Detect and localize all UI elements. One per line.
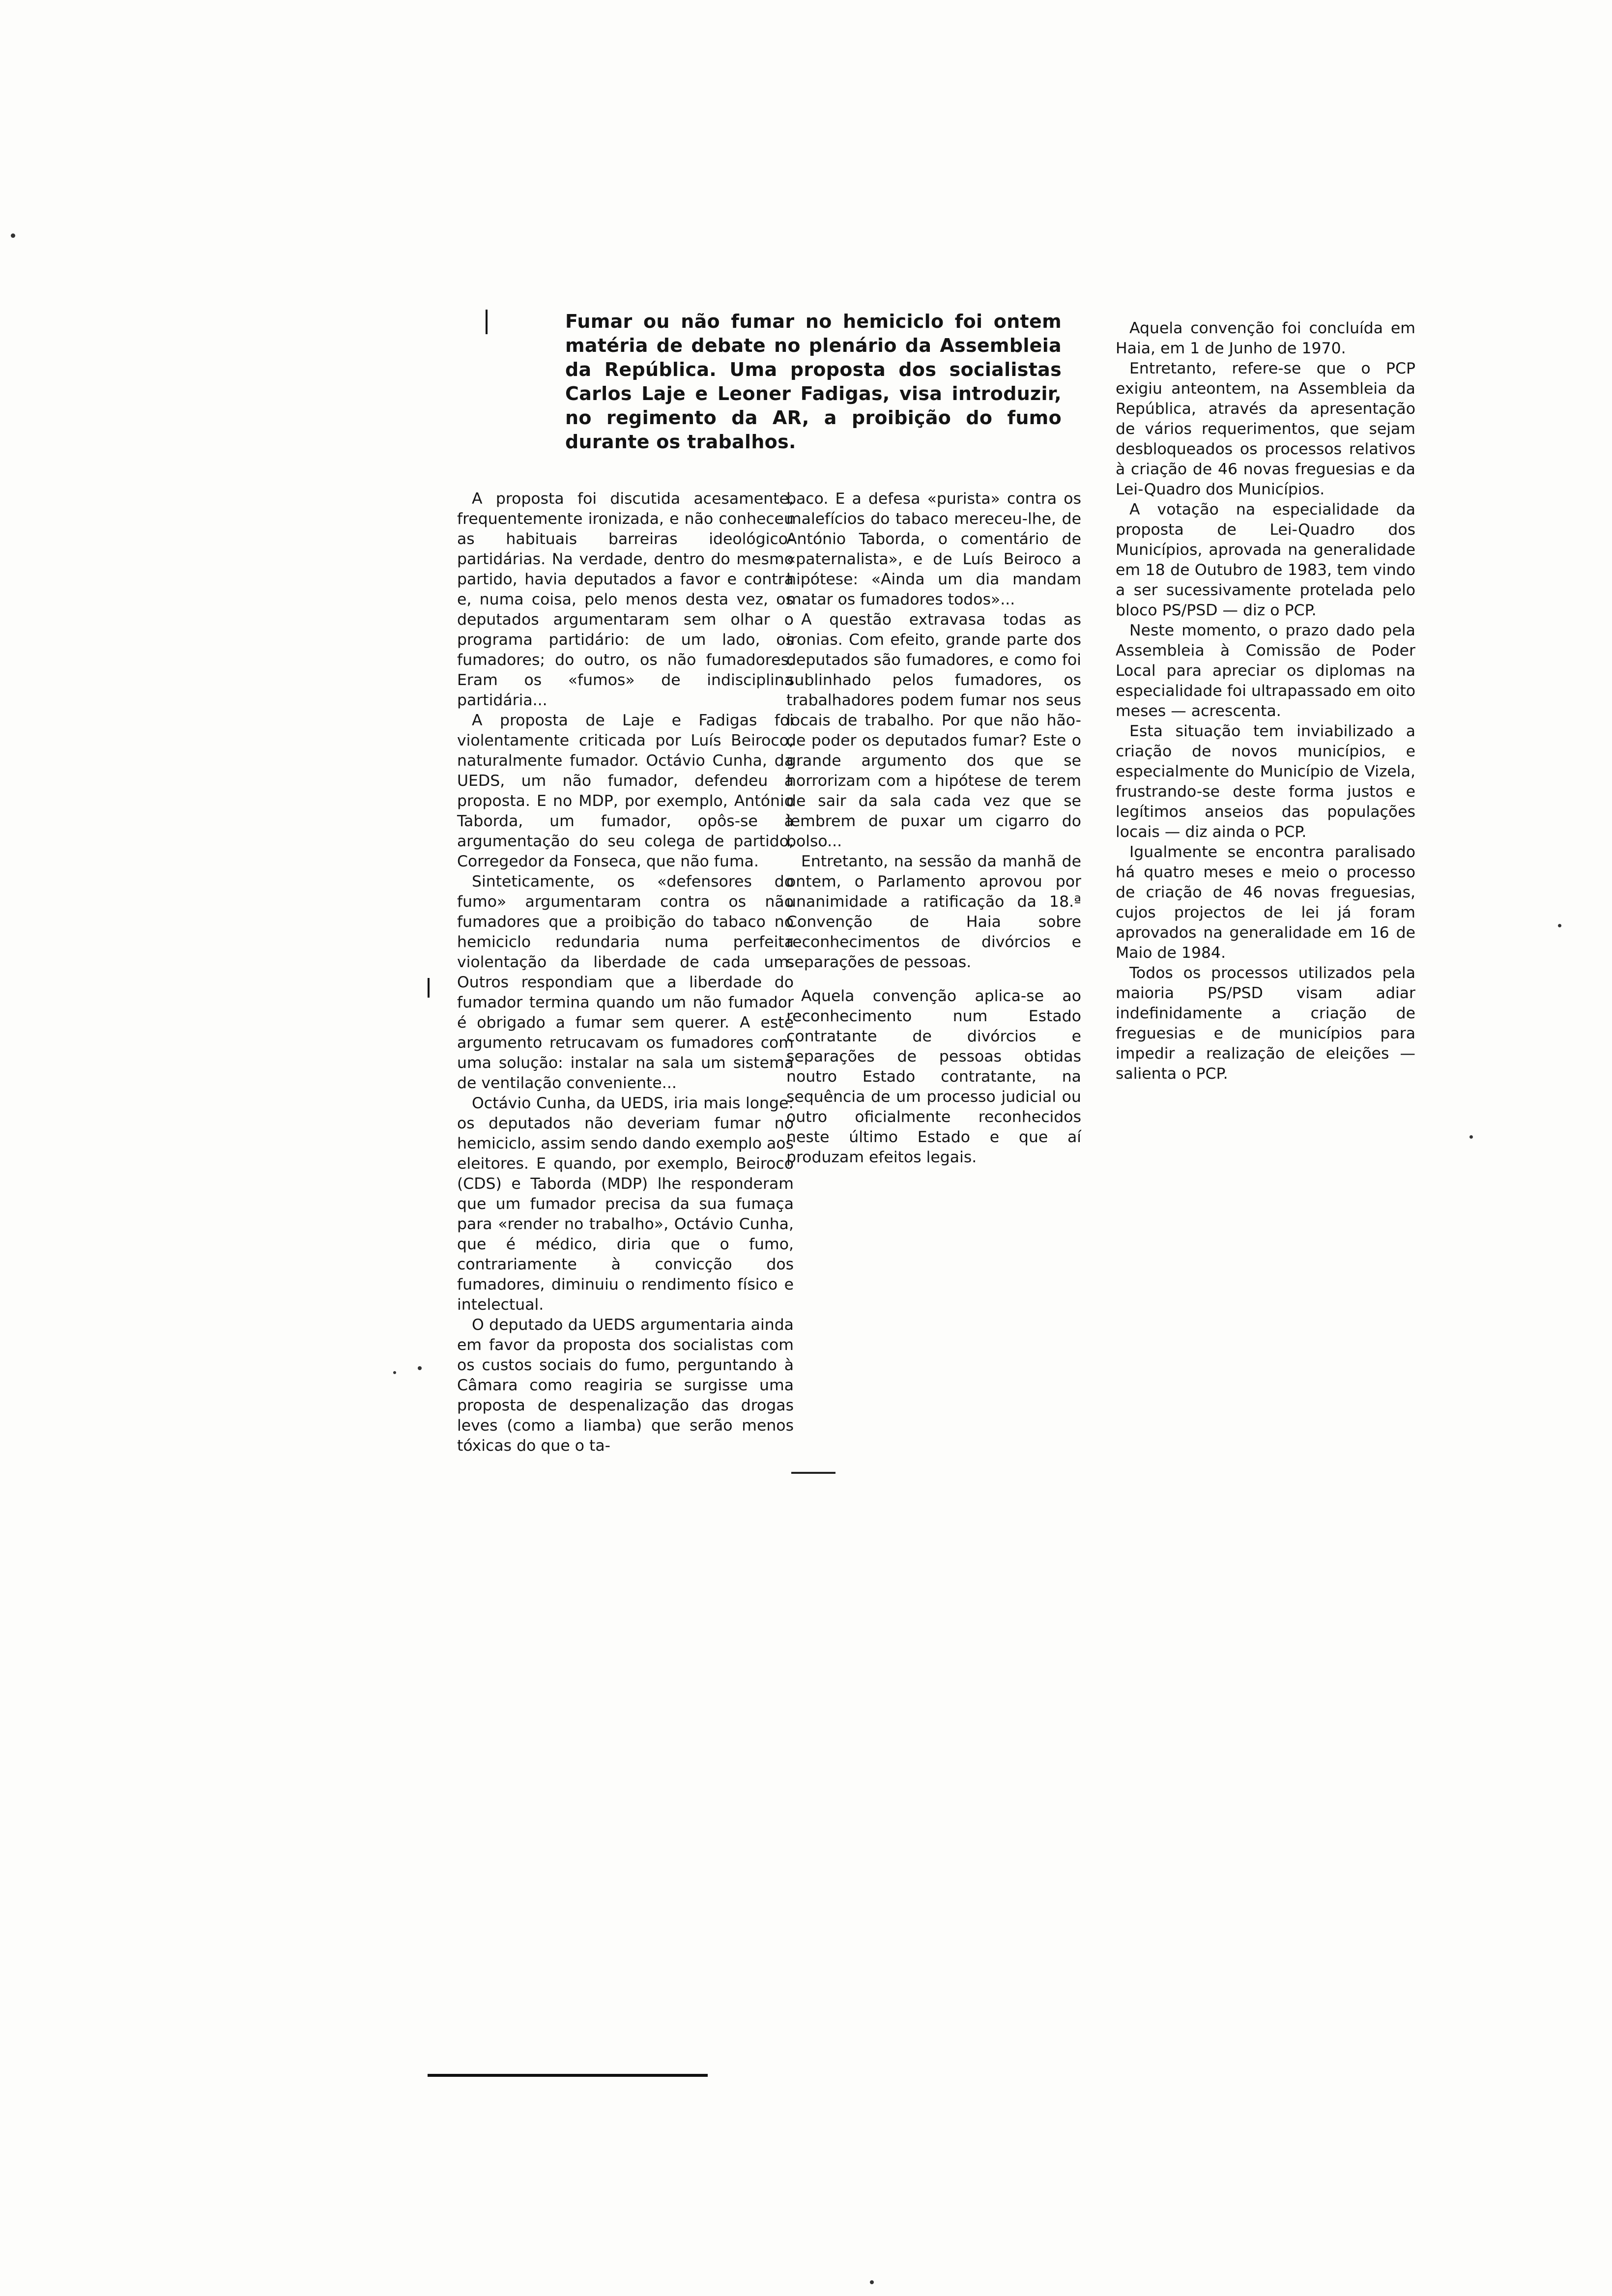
article-lead: Fumar ou não fumar no hemiciclo foi ontem matéria de debate no plenário da Assembleia da República. Uma proposta dos socialistas Carlos Laje e Leoner Fadigas, visa introduzir, no regimento da AR, a proibição do fumo durante os trabalhos. xyxy=(565,311,1062,453)
scan-speck xyxy=(418,1366,422,1370)
newspaper-clipping xyxy=(428,295,1455,2123)
paragraph: Entretanto, refere-se que o PCP exigiu anteontem, na Assembleia da República, através da apresentação de vários requerimentos, que sejam desbloqueados os processos relativos à criação de 46 novas freguesias e da Lei-Quadro dos Municípios. xyxy=(1116,360,1415,498)
paragraph: baco. E a defesa «purista» contra os malefícios do tabaco mereceu-lhe, de António Taborda, o comentário de «paternalista», e de Luís Beiroco a hipótese: «Ainda um dia mandam matar os fumadores todos»... xyxy=(786,490,1081,608)
column-end-rule xyxy=(791,1472,835,1474)
paragraph: Entretanto, na sessão da manhã de ontem, o Parlamento aprovou por unanimidade a ratificação da 18.ª Convenção de Haia sobre reconhecimentos de divórcios e separações de pessoas. xyxy=(786,853,1081,971)
paragraph: Esta situação tem inviabilizado a criação de novos municípios, e especialmente do Município de Vizela, frustrando-se deste forma justos e legítimos anseios das populações locais — diz ainda o PCP. xyxy=(1116,722,1415,841)
paragraph: A votação na especialidade da proposta de Lei-Quadro dos Municípios, aprovada na generalidade em 18 de Outubro de 1983, tem vindo a ser sucessivamente protelada pelo bloco PS/PSD — diz o PCP. xyxy=(1116,501,1415,619)
paragraph: Octávio Cunha, da UEDS, iria mais longe: os deputados não deveriam fumar no hemiciclo, assim sendo dando exemplo aos eleitores. E quando, por exemplo, Beiroco (CDS) e Taborda (MDP) lhe responderam que um fumador precisa da sua fumaça para «render no trabalho», Octávio Cunha, que é médico, diria que o fumo, contrariamente à convicção dos fumadores, diminuiu o rendimento físico e intelectual. xyxy=(457,1094,794,1314)
paragraph: Todos os processos utilizados pela maioria PS/PSD visam adiar indefinidamente a criação de freguesias e de municípios para impedir a realização de eleições — salienta o PCP. xyxy=(1116,964,1415,1083)
column-1 xyxy=(457,489,794,1456)
paragraph: Igualmente se encontra paralisado há quatro meses e meio o processo de criação de 46 novas freguesias, cujos projectos de lei já foram aprovados na generalidade em 16 de Maio de 1984. xyxy=(1116,843,1415,962)
column-2 xyxy=(786,489,1081,1168)
corner-mark xyxy=(486,310,488,334)
clipping-bottom-rule xyxy=(428,2074,708,2077)
corner-mark xyxy=(428,978,430,998)
paragraph: A questão extravasa todas as ironias. Com efeito, grande parte dos deputados são fumadores, e como foi sublinhado pelos fumadores, os trabalhadores podem fumar nos seus locais de trabalho. Por que não hão-de poder os deputados fumar? Este o grande argumento dos que se horrorizam com a hipótese de terem de sair da sala cada vez que se lembrem de puxar um cigarro do bolso... xyxy=(786,611,1081,850)
scan-speck xyxy=(393,1371,396,1374)
paragraph: Neste momento, o prazo dado pela Assembleia à Comissão de Poder Local para apreciar os diplomas na especialidade foi ultrapassado em oito meses — acrescenta. xyxy=(1116,622,1415,720)
paragraph: Aquela convenção aplica-se ao reconhecimento num Estado contratante de divórcios e separações de pessoas obtidas noutro Estado contratante, na sequência de um processo judicial ou outro oficialmente reconhecidos neste último Estado e que aí produzam efeitos legais. xyxy=(786,987,1081,1166)
scan-speck xyxy=(1469,1135,1473,1139)
scan-speck xyxy=(11,233,15,238)
paragraph: Aquela convenção foi concluída em Haia, em 1 de Junho de 1970. xyxy=(1116,319,1415,357)
scan-speck xyxy=(1558,924,1561,927)
paragraph: O deputado da UEDS argumentaria ainda em favor da proposta dos socialistas com os custos sociais do fumo, perguntando à Câmara como reagiria se surgisse uma proposta de despenalização das drogas leves (como a liamba) que serão menos tóxicas do que o ta- xyxy=(457,1316,794,1455)
paragraph: A proposta foi discutida acesamente, frequentemente ironizada, e não conheceu as habituais barreiras ideológico-partidárias. Na verdade, dentro do mesmo partido, havia deputados a favor e contra e, numa coisa, pelo menos desta vez, os deputados argumentaram sem olhar o programa partidário: de um lado, os fumadores; do outro, os não fumadores. Eram os «fumos» de indisciplina partidária... xyxy=(457,490,794,709)
paragraph: A proposta de Laje e Fadigas foi violentamente criticada por Luís Beiroco, naturalmente fumador. Octávio Cunha, da UEDS, um não fumador, defendeu a proposta. E no MDP, por exemplo, António Taborda, um fumador, opôs-se à argumentação do seu colega de partido, Corregedor da Fonseca, que não fuma. xyxy=(457,712,794,870)
scan-speck xyxy=(870,2280,874,2284)
paragraph: Sinteticamente, os «defensores do fumo» argumentaram contra os não fumadores que a proibição do tabaco no hemiciclo redundaria numa perfeita violentação da liberdade de cada um. Outros respondiam que a liberdade do fumador termina quando um não fumador é obrigado a fumar sem querer. A este argumento retrucavam os fumadores com uma solução: instalar na sala um sistema de ventilação conveniente... xyxy=(457,873,794,1092)
column-3 xyxy=(1116,318,1415,1084)
